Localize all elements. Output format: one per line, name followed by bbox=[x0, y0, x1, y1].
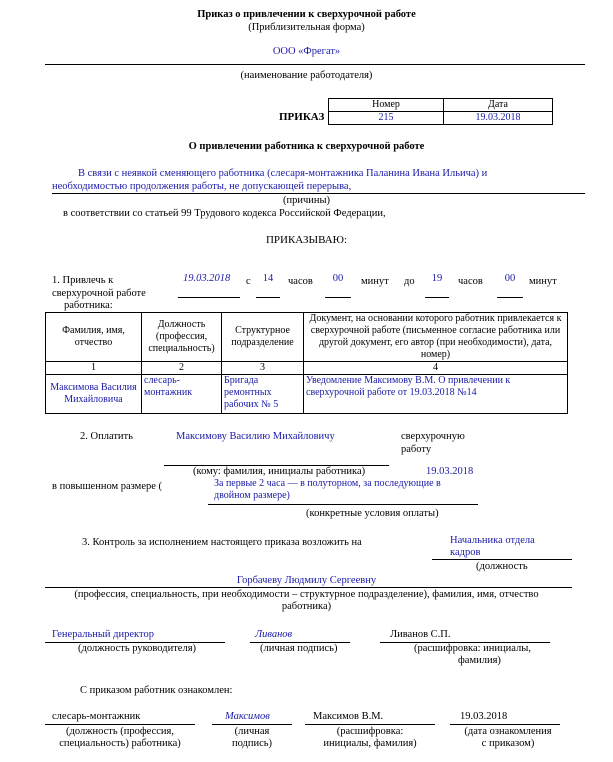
item2-conditions-caption: (конкретные условия оплаты) bbox=[306, 508, 439, 519]
acquaint-date-caption-2: с приказом) bbox=[481, 738, 535, 749]
acquaint-position-caption-2: специальность) работника) bbox=[59, 738, 181, 749]
acquaint-decoding-caption-2: инициалы, фамилия) bbox=[323, 738, 417, 749]
item2-work-2: работу bbox=[401, 444, 432, 455]
item3-position-2: кадров bbox=[450, 547, 481, 558]
reason-line-1: В связи с неявкой сменяющего работника (слесаря-монтажника Паланина Ивана Ильича) и bbox=[78, 168, 488, 179]
item2-conditions-1: За первые 2 часа — в полуторном, за последующие в bbox=[214, 478, 441, 489]
item3-name-underline bbox=[45, 587, 572, 588]
employee-table bbox=[45, 312, 568, 414]
item3-caption-2: работника) bbox=[281, 601, 332, 612]
column-number-1: 1 bbox=[46, 362, 142, 375]
acquaint-position-caption-1: (должность (профессия, bbox=[66, 726, 174, 737]
document-subtitle: (Приблизительная форма) bbox=[248, 22, 365, 33]
reason-caption: (причины) bbox=[282, 195, 331, 206]
employer-caption: (наименование работодателя) bbox=[240, 70, 373, 81]
item1-from-hour-underline bbox=[256, 297, 280, 298]
head-decoding-caption-2: фамилия) bbox=[458, 655, 501, 666]
item2-employee-name: Максимову Василию Михайловичу bbox=[176, 431, 335, 442]
item1-from-min-underline bbox=[325, 297, 351, 298]
document-title: Приказ о привлечении к сверхурочной работе bbox=[197, 9, 416, 20]
item1-from-hour: 14 bbox=[262, 273, 274, 284]
order-number: 215 bbox=[329, 112, 444, 125]
table-header-row bbox=[46, 313, 568, 362]
cell-position: слесарь-монтажник bbox=[142, 375, 222, 414]
item1-min-word: минут bbox=[361, 276, 389, 287]
cell-department: Бригада ремонтных рабочих № 5 bbox=[222, 375, 304, 414]
item2-work-1: сверхурочную bbox=[401, 431, 465, 442]
acquaint-position-underline bbox=[45, 724, 195, 725]
order-word: ПРИКАЗЫВАЮ: bbox=[265, 234, 348, 246]
item1-label-2: сверхурочной работе bbox=[52, 288, 146, 299]
item1-hours-word: часов bbox=[288, 276, 313, 287]
item1-to-min-underline bbox=[497, 297, 523, 298]
column-number-3: 3 bbox=[222, 362, 304, 375]
item3-position-caption: (должность bbox=[476, 561, 528, 572]
header-position: Должность (профессия, специальность) bbox=[142, 313, 222, 362]
employer-underline bbox=[45, 64, 585, 65]
item1-to-word: до bbox=[404, 276, 415, 287]
head-position: Генеральный директор bbox=[52, 629, 154, 640]
order-date: 19.03.2018 bbox=[444, 112, 553, 125]
head-decoding-caption-1: (расшифровка: инициалы, bbox=[414, 643, 531, 654]
head-position-caption: (должность руководителя) bbox=[78, 643, 197, 654]
head-signature-caption: (личная подпись) bbox=[260, 643, 338, 654]
head-decoding: Ливанов С.П. bbox=[390, 629, 451, 640]
header-document: Документ, на основании которого работник привлекается к сверхурочной работе (письменное согласие работника или другой документ, его автор (при необходимости), дата, номер) bbox=[304, 313, 568, 362]
acquaint-signature-underline bbox=[212, 724, 292, 725]
head-signature: Ливанов bbox=[255, 629, 293, 640]
item1-from-min: 00 bbox=[332, 273, 344, 284]
cell-full-name: Максимова Василия Михайловича bbox=[46, 375, 142, 414]
order-title: О привлечении работника к сверхурочной работе bbox=[188, 141, 425, 152]
legal-basis: в соответствии со статьей 99 Трудового кодекса Российской Федерации, bbox=[63, 208, 386, 219]
item2-conditions-underline bbox=[208, 504, 478, 505]
header-full-name: Фамилия, имя, отчество bbox=[46, 313, 142, 362]
order-date-header: Дата bbox=[444, 99, 553, 112]
item3-position-1: Начальника отдела bbox=[450, 535, 535, 546]
item2-conditions-2: двойном размере) bbox=[214, 490, 290, 501]
order-number-table bbox=[328, 98, 553, 125]
acquaint-date-caption-1: (дата ознакомления bbox=[464, 726, 552, 737]
item1-label-3: работника: bbox=[64, 300, 113, 311]
cell-document: Уведомление Максимову В.М. О привлечении к сверхурочной работе от 19.03.2018 №14 bbox=[304, 375, 568, 414]
table-row bbox=[46, 375, 568, 414]
employer-name: ООО «Фрегат» bbox=[272, 46, 341, 57]
item1-to-hour-underline bbox=[425, 297, 449, 298]
item3-position-underline bbox=[432, 559, 572, 560]
acquaint-decoding-caption-1: (расшифровка: bbox=[336, 726, 404, 737]
item1-from-word: с bbox=[246, 276, 251, 287]
acquaint-date-underline bbox=[450, 724, 560, 725]
item3-responsible-name: Горбачеву Людмилу Сергеевну bbox=[236, 575, 377, 586]
item1-hours-word-2: часов bbox=[458, 276, 483, 287]
item1-to-min: 00 bbox=[504, 273, 516, 284]
item2-size-label: в повышенном размере ( bbox=[52, 481, 163, 492]
acquaint-label: С приказом работник ознакомлен: bbox=[80, 685, 233, 696]
order-number-header: Номер bbox=[329, 99, 444, 112]
item2-name-caption: (кому: фамилия, инициалы работника) bbox=[193, 466, 366, 477]
header-department: Структурное подразделение bbox=[222, 313, 304, 362]
item3-caption-1: (профессия, специальность, при необходимости – структурное подразделение), фамилия, имя, отчество bbox=[74, 589, 539, 600]
column-number-4: 4 bbox=[304, 362, 568, 375]
table-number-row bbox=[46, 362, 568, 375]
acquaint-decoding-underline bbox=[305, 724, 435, 725]
item2-label: 2. Оплатить bbox=[80, 431, 133, 442]
item1-date-underline bbox=[178, 297, 240, 298]
reason-line-2: необходимостью продолжения работы, не допускающей перерыва, bbox=[52, 181, 352, 192]
acquaint-signature: Максимов bbox=[225, 711, 270, 722]
item1-to-hour: 19 bbox=[431, 273, 443, 284]
acquaint-signature-caption-2: подпись) bbox=[231, 738, 273, 749]
acquaint-position: слесарь-монтажник bbox=[52, 711, 141, 722]
order-label: ПРИКАЗ bbox=[279, 111, 325, 123]
item1-date: 19.03.2018 bbox=[183, 273, 231, 284]
acquaint-signature-caption-1: (личная bbox=[234, 726, 270, 737]
item2-date: 19.03.2018 bbox=[426, 466, 474, 477]
acquaint-decoding: Максимов В.М. bbox=[313, 711, 384, 722]
item3-label: 3. Контроль за исполнением настоящего приказа возложить на bbox=[82, 537, 362, 548]
column-number-2: 2 bbox=[142, 362, 222, 375]
item1-label-1: 1. Привлечь к bbox=[52, 275, 114, 286]
item1-min-word-2: минут bbox=[529, 276, 557, 287]
acquaint-date: 19.03.2018 bbox=[460, 711, 508, 722]
reason-underline bbox=[52, 193, 585, 194]
